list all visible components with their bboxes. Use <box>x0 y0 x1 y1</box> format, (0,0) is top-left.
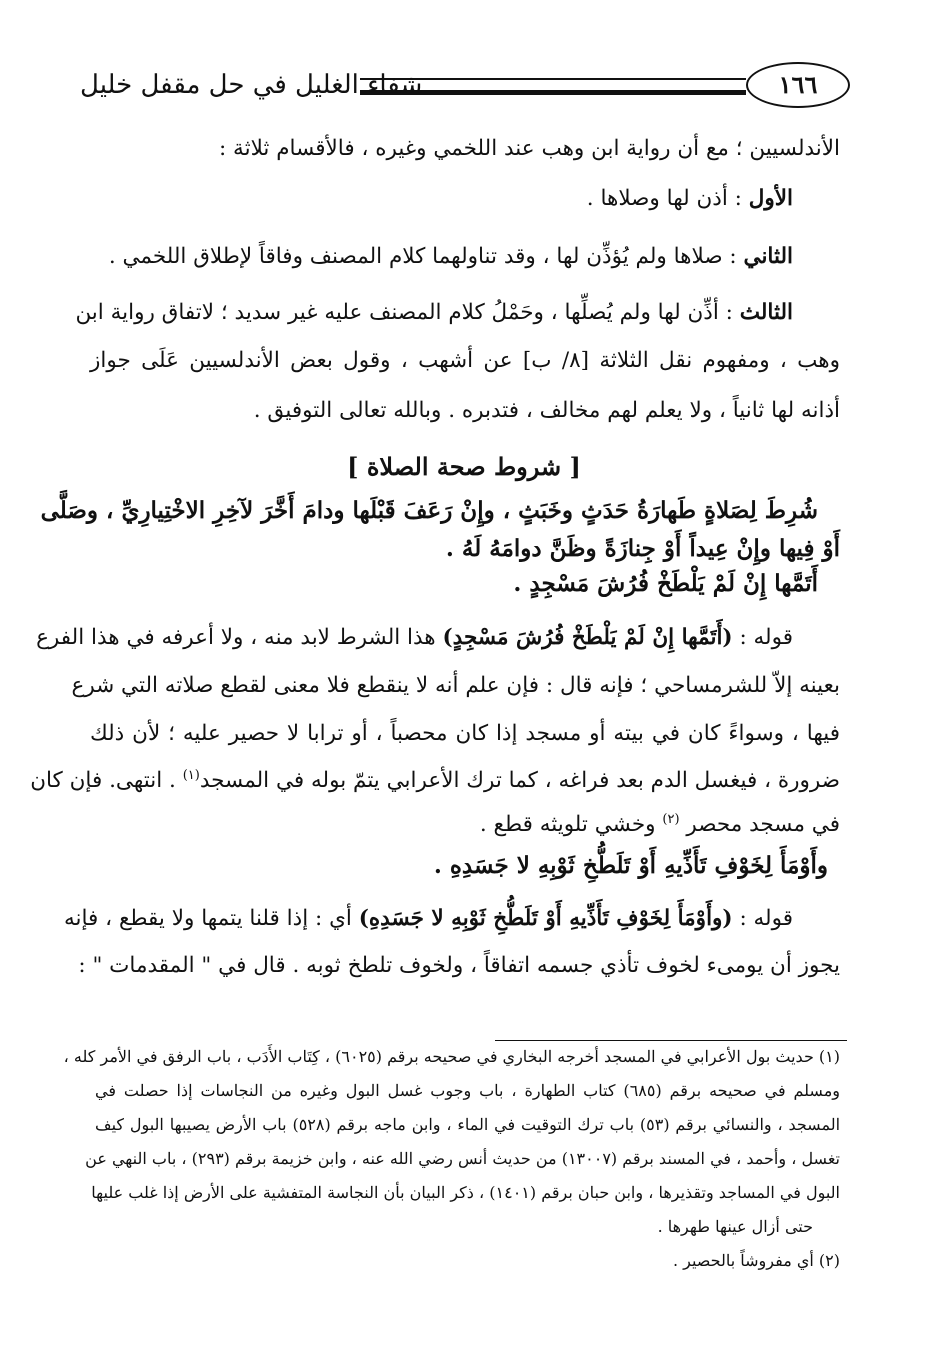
second-text: : صلاها ولم يُؤذِّن لها ، وقد تناولهما كلام المصنف وفاقاً لإطلاق اللخمي . <box>108 244 737 269</box>
body-line <box>75 300 793 327</box>
footnote-line: حتى أزال عينها طهرها . <box>657 1217 813 1236</box>
body-line <box>90 186 793 213</box>
commentary-text: في مسجد محصر <box>686 812 840 838</box>
commentary-line <box>36 625 793 652</box>
commentary-quote: (وأَوْمَأَ لِخَوْفِ تَأَذِّيهِ أَوْ تَلَطُّخِ ثَوْبِهِ لا جَسَدِهِ) <box>358 906 733 931</box>
page-number: ١٦٦ <box>746 62 850 108</box>
footnote-ref[interactable]: (٢) <box>662 812 680 827</box>
commentary-text: وخشي تلويثه قطع . <box>479 812 656 838</box>
footnote-line: (١) حديث بول الأعرابي في المسجد أخرجه البخاري في صحيحه برقم (٦٠٢٥) ، كِتَاب الأَدَب ، باب الرفق في الأمر كله ، <box>63 1047 840 1066</box>
matn-line: أَوْ فِيها وإِنْ عِيداً أَوْ جِنازَةً وظَنَّ دوامَهُ لَهُ . <box>445 535 840 562</box>
third-label: الثالث <box>739 300 793 325</box>
commentary-text: هذا الشرط لابد منه ، ولا أعرفه في هذا الفرع <box>36 625 436 650</box>
commentary-text: ضرورة ، فيغسل الدم بعد فراغه ، كما ترك الأعرابي يتمّ بوله في المسجد <box>199 768 840 794</box>
footnote-line: ومسلم في صحيحه برقم (٦٨٥) كتاب الطهارة ، باب وجوب غسل البول وغيره من النجاسات إذا حصلت في <box>95 1081 841 1100</box>
commentary-text: أي : إذا قلنا يتمها ولا يقطع ، فإنه <box>64 906 352 931</box>
third-text: : أذِّن لها ولم يُصلِّها ، وحَمْلُ كلام المصنف عليه غير سديد ؛ لاتفاق رواية ابن <box>75 300 733 325</box>
commentary-prefix: قوله : <box>739 906 793 931</box>
commentary-line <box>64 906 793 933</box>
body-line: الأندلسيين ؛ مع أن رواية ابن وهب عند اللخمي وغيره ، فالأقسام ثلاثة : <box>218 136 840 161</box>
commentary-line <box>90 812 840 839</box>
commentary-text: . انتهى. فإن كان <box>30 768 176 794</box>
commentary-line <box>30 768 840 795</box>
first-text: : أذن لها وصلاها . <box>586 186 742 211</box>
footnote-ref[interactable]: (١) <box>182 768 200 783</box>
matn-line: وأَوْمَأَ لِخَوْفِ تَأَذِّيهِ أَوْ تَلَطُّخِ ثَوْبِهِ لا جَسَدِهِ . <box>433 852 828 879</box>
body-line: أذانه لها ثانياً ، ولا يعلم لهم مخالف ، فتدبره . وبالله تعالى التوفيق . <box>253 398 840 423</box>
footnote-separator <box>495 1040 847 1041</box>
footnote-line: البول في المساجد وتقذيرها ، وابن حبان برقم (١٤٠١) ، ذكر البيان بأن النجاسة المتفشية على الأرض إذا غلب عليها <box>91 1183 840 1202</box>
footnote-line: (٢) أي مفروشاً بالحصير . <box>672 1251 840 1270</box>
commentary-line: بعينه إلاّ للشرمساحي ؛ فإنه قال : فإن علم أنه لا ينقطع فلا معنى لقطع صلاته التي شرع <box>71 673 840 698</box>
second-label: الثاني <box>743 244 793 269</box>
body-line: وهب ، ومفهوم نقل الثلاثة [٨/ ب] عن أشهب ، وقول بعض الأندلسيين عَلَى جواز <box>90 348 840 373</box>
commentary-line: فيها ، وسواءً كان في بيته أو مسجد إذا كان محصباً ، أو ترابا لا حصير عليه ؛ لأن ذلك <box>90 721 840 746</box>
footnote-line: تغسل ، وأحمد ، في المسند برقم (١٣٠٠٧) من حديث أنس رضي الله عنه ، وابن خزيمة برقم (٢٩٣) ، باب النهي عن <box>85 1149 840 1168</box>
commentary-quote: (أَتَمَّها إِنْ لَمْ يَلْطَخْ فُرُشَ مَسْجِدٍ) <box>442 625 733 650</box>
running-title: شفاء الغليل في حل مقفل خليل <box>80 70 423 100</box>
first-label: الأول <box>748 186 793 211</box>
body-line <box>90 244 793 271</box>
commentary-line: يجوز أن يومىء لخوف تأذي جسمه اتفاقاً ، ولخوف تلطخ ثوبه . قال في " المقدمات " : <box>78 953 840 978</box>
section-title: [ شروط صحة الصلاة ] <box>347 452 581 481</box>
footnote-line: المسجد ، والنسائي برقم (٥٣) باب ترك التوقيت في الماء ، وابن ماجه برقم (٥٢٨) باب الأرض يصيبها البول كيف <box>95 1115 841 1134</box>
matn-line: أَتَمَّها إِنْ لَمْ يَلْطَخْ فُرُشَ مَسْجِدٍ . <box>513 570 818 597</box>
matn-line: شُرِطَ لِصَلاةٍ طَهارَةُ حَدَثٍ وخَبَثٍ ، وإِنْ رَعَفَ قَبْلَها ودامَ أَخَّرَ لآخِرِ الاخْتِيارِيِّ ، وصَلَّى <box>40 497 818 524</box>
page-header <box>80 62 850 112</box>
commentary-prefix: قوله : <box>739 625 793 650</box>
